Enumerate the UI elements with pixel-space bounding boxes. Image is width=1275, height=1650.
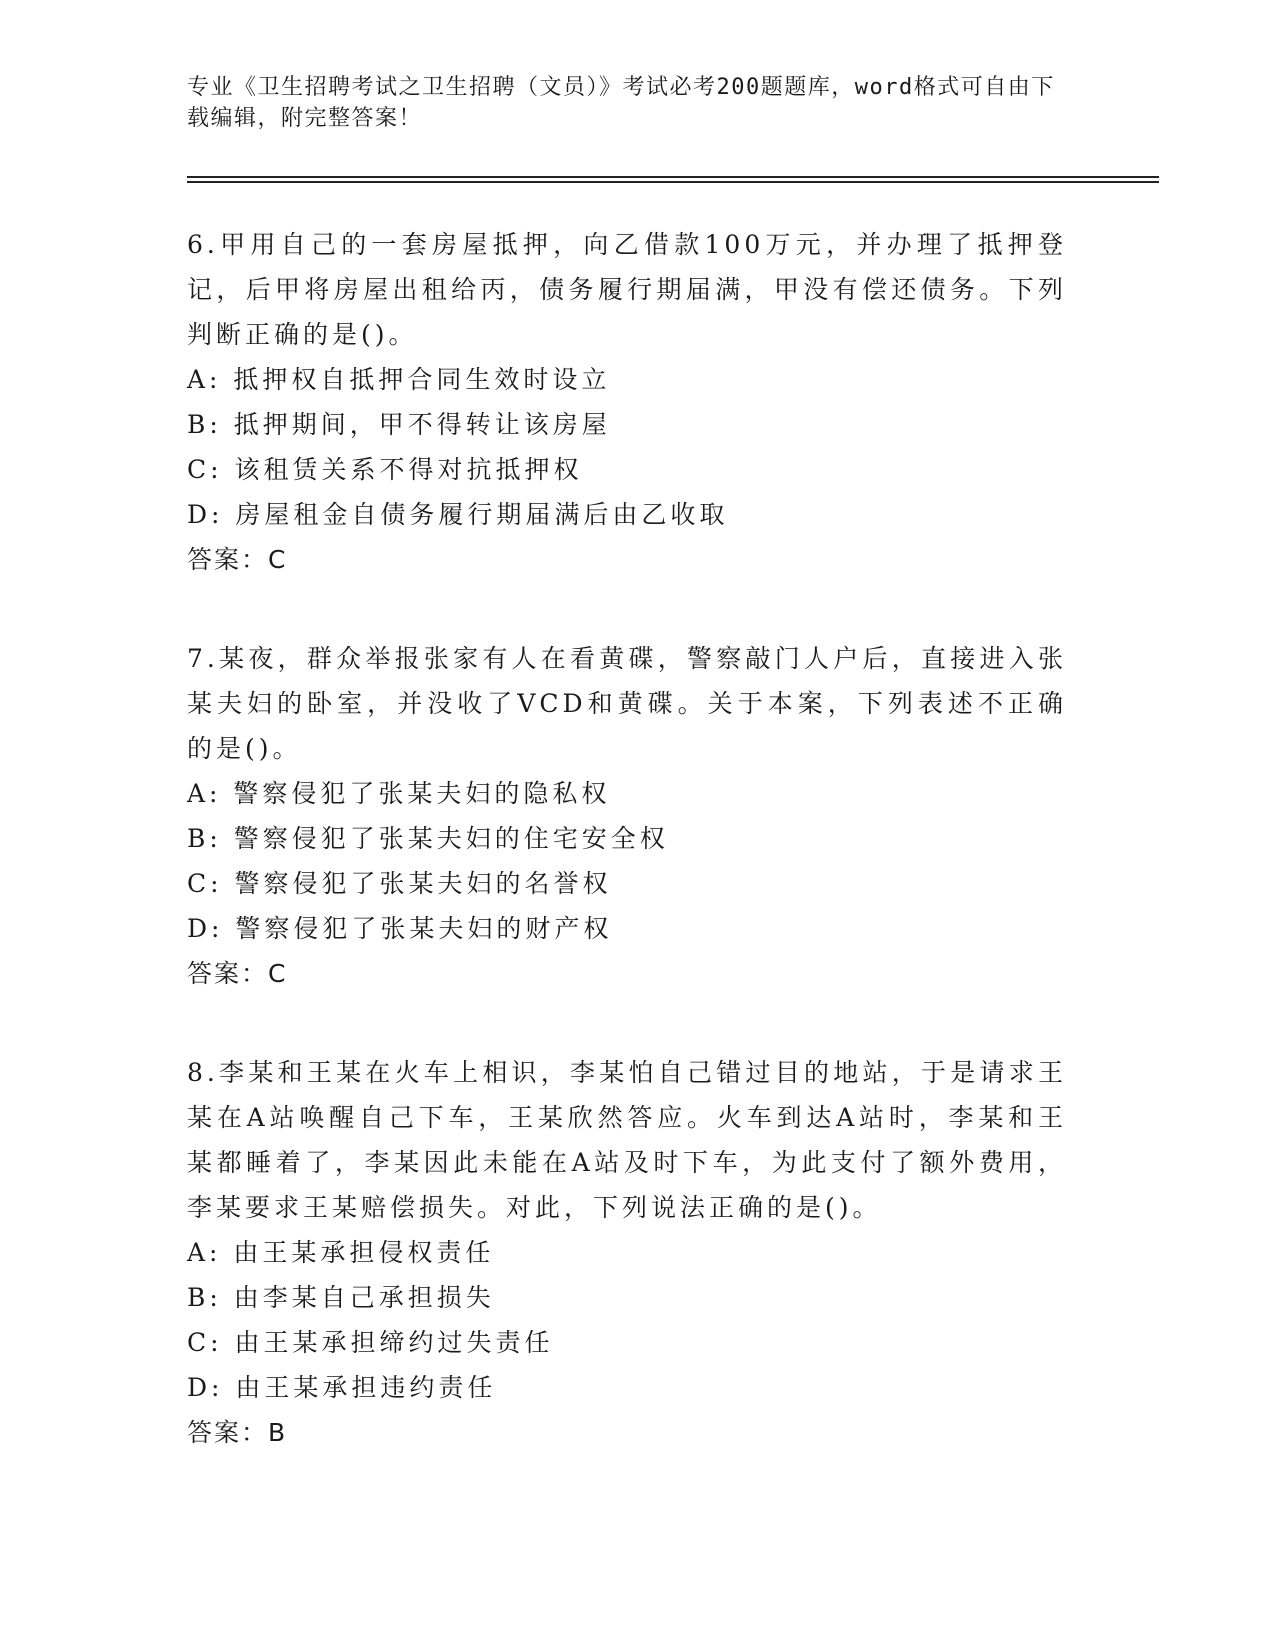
option-b: B: 由李某自己承担损失 bbox=[187, 1283, 495, 1312]
question-8 bbox=[187, 1050, 1067, 1455]
question-stem: 6.甲用自己的一套房屋抵押，向乙借款100万元，并办理了抵押登记，后甲将房屋出租给丙，债务履行期届满，甲没有偿还债务。下列判断正确的是()。 bbox=[187, 230, 1067, 349]
question-6 bbox=[187, 222, 1067, 582]
option-a: A: 警察侵犯了张某夫妇的隐私权 bbox=[187, 779, 611, 808]
answer: 答案：B bbox=[187, 1418, 288, 1447]
question-stem: 8.李某和王某在火车上相识，李某怕自己错过目的地站，于是请求王某在A站唤醒自己下车，王某欣然答应。火车到达A站时，李某和王某都睡着了，李某因此未能在A站及时下车，为此支付了额外费用，李某要求王某赔偿损失。对此，下列说法正确的是()。 bbox=[187, 1058, 1067, 1222]
option-d: D: 房屋租金自债务履行期届满后由乙收取 bbox=[187, 500, 729, 529]
header-divider-top bbox=[187, 176, 1159, 178]
option-c: C: 该租赁关系不得对抗抵押权 bbox=[187, 455, 583, 484]
option-d: D: 警察侵犯了张某夫妇的财产权 bbox=[187, 914, 613, 943]
option-d: D: 由王某承担违约责任 bbox=[187, 1373, 497, 1402]
header-divider-bottom bbox=[187, 181, 1159, 183]
option-a: A: 由王某承担侵权责任 bbox=[187, 1238, 495, 1267]
header-title: 专业《卫生招聘考试之卫生招聘（文员）》考试必考200题题库，word格式可自由下载编辑，附完整答案！ bbox=[187, 75, 1055, 131]
question-7 bbox=[187, 636, 1067, 996]
answer: 答案：C bbox=[187, 959, 288, 988]
option-b: B: 警察侵犯了张某夫妇的住宅安全权 bbox=[187, 824, 669, 853]
option-c: C: 警察侵犯了张某夫妇的名誉权 bbox=[187, 869, 612, 898]
option-a: A: 抵押权自抵押合同生效时设立 bbox=[187, 365, 611, 394]
option-c: C: 由王某承担缔约过失责任 bbox=[187, 1328, 554, 1357]
answer: 答案：C bbox=[187, 545, 288, 574]
document-header bbox=[187, 72, 1087, 134]
question-stem: 7.某夜，群众举报张家有人在看黄碟，警察敲门人户后，直接进入张某夫妇的卧室，并没收了VCD和黄碟。关于本案，下列表述不正确的是()。 bbox=[187, 644, 1067, 763]
option-b: B: 抵押期间，甲不得转让该房屋 bbox=[187, 410, 611, 439]
